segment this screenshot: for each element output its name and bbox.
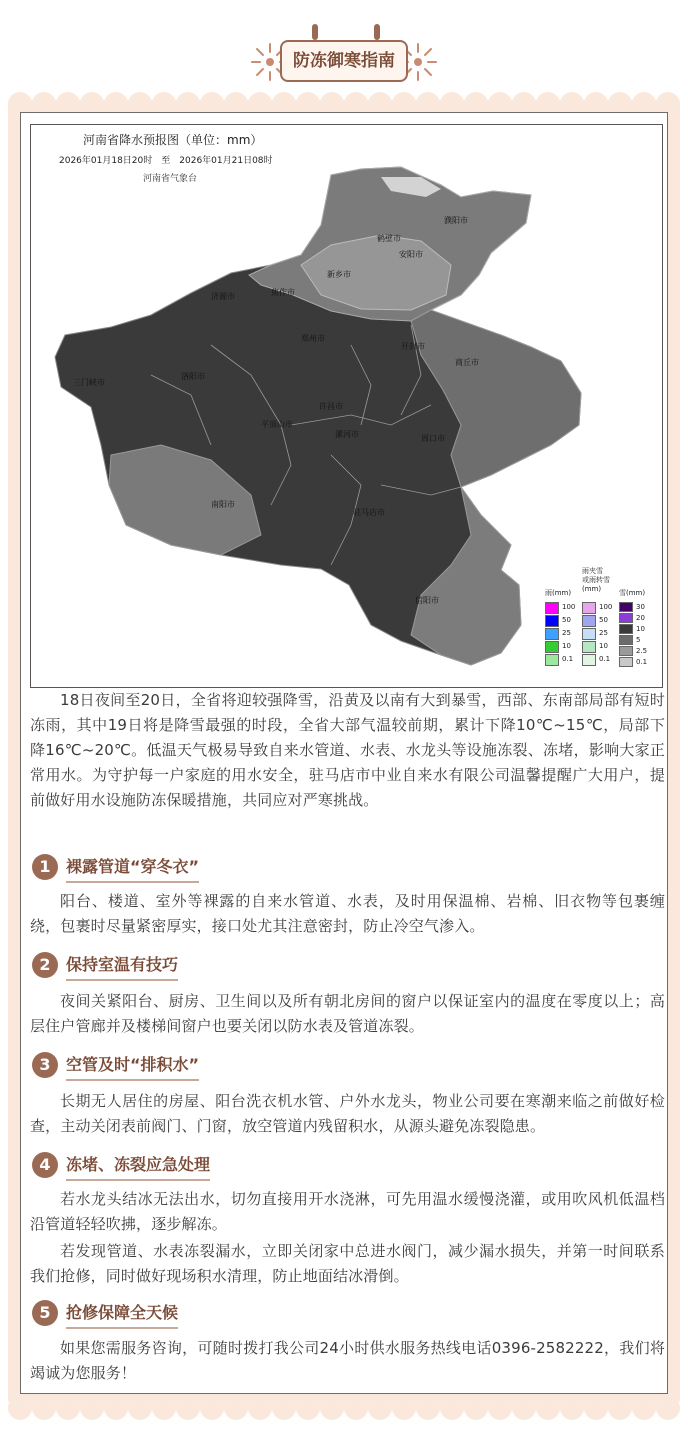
- legend-swatch-rain: [545, 602, 559, 614]
- header-banner: [0, 0, 688, 100]
- legend-label-sleet: 10: [599, 642, 608, 650]
- legend-swatch-sleet: [582, 654, 596, 666]
- city-label: 周口市: [421, 434, 445, 443]
- city-label: 商丘市: [455, 358, 479, 367]
- section-title: 保持室温有技巧: [66, 952, 178, 981]
- legend-swatch-snow: [619, 624, 633, 634]
- legend-swatch-rain: [545, 654, 559, 666]
- legend-label-sleet: 100: [599, 603, 613, 611]
- section-number: 5: [32, 1300, 58, 1326]
- city-label: 济源市: [211, 292, 235, 301]
- section-paragraph: 长期无人居住的房屋、阳台洗衣机水管、户外水龙头，物业公司要在寒潮来临之前做好检查，主动关闭表前阀门、门窗，放空管道内残留积水，从源头避免冻裂隐患。: [30, 1092, 665, 1135]
- city-label: 开封市: [401, 342, 425, 351]
- legend-swatch-sleet: [582, 615, 596, 627]
- section-paragraph: 如果您需服务咨询，可随时拨打我公司24小时供水服务热线电话0396-2582222，我们将竭诚为您服务！: [30, 1339, 665, 1382]
- legend-label-snow: 30: [636, 603, 645, 611]
- legend-label-rain: 25: [562, 629, 571, 637]
- legend-label-rain: 0.1: [562, 655, 574, 663]
- city-label: 鹤壁市: [377, 234, 401, 243]
- scallop-border-bottom: [8, 1396, 680, 1426]
- city-label: 安阳市: [399, 250, 423, 259]
- section-number: 1: [32, 854, 58, 880]
- legend-label-sleet: 25: [599, 629, 608, 637]
- city-label: 焦作市: [271, 288, 295, 297]
- section-paragraph: 夜间关紧阳台、厨房、卫生间以及所有朝北房间的窗户以保证室内的温度在零度以上；高层住户管廊并及楼梯间窗户也要关闭以防水表及管道冻裂。: [30, 992, 665, 1035]
- legend-snow-header: 雪(mm): [619, 589, 646, 597]
- hanger-pin-left: [312, 24, 318, 40]
- page-title: 防冻御寒指南: [280, 40, 408, 82]
- section-number: 4: [32, 1152, 58, 1178]
- legend-label-sleet: 0.1: [599, 655, 611, 663]
- city-label: 南阳市: [211, 500, 235, 509]
- section-paragraph: 若水龙头结冰无法出水，切勿直接用开水浇淋，可先用温水缓慢浇灌，或用吹风机低温档沿管道轻轻吹拂，逐步解冻。: [30, 1190, 665, 1233]
- city-label: 平顶山市: [261, 420, 293, 429]
- hanger-pin-right: [374, 24, 380, 40]
- legend-swatch-sleet: [582, 602, 596, 614]
- legend-swatch-rain: [545, 615, 559, 627]
- map-source: 河南省气象台: [143, 174, 198, 184]
- section-title: 裸露管道“穿冬衣”: [66, 854, 199, 883]
- section-title: 空管及时“排积水”: [66, 1052, 199, 1081]
- legend-label-snow: 0.1: [636, 658, 648, 666]
- legend-swatch-snow: [619, 657, 633, 667]
- legend-label-rain: 100: [562, 603, 576, 611]
- intro-paragraph: 18日夜间至20日，全省将迎较强降雪，沿黄及以南有大到暴雪，西部、东南部局部有短时冻雨，其中19日将是降雪最强的时段，全省大部气温较前期，累计下降10℃~15℃，局部下降16℃~20℃。低温天气极易导致自来水管道、水表、水龙头等设施冻裂、冻堵，影响大家正常用水。为守护每一户家庭的用水安全，驻马店市中业自来水有限公司温馨提醒广大用户，提前做好用水设施防冻保暖措施，共同应对严寒挑战。: [30, 691, 665, 809]
- section-paragraph: 阳台、楼道、室外等裸露的自来水管道、水表，及时用保温棉、岩棉、旧衣物等包裹缠绕，包裹时尽量紧密厚实，接口处尤其注意密封，防止冷空气渗入。: [30, 892, 665, 935]
- legend-sleet-header: 雨夹雪 或雨转雪 (mm): [582, 567, 610, 593]
- legend-swatch-snow: [619, 602, 633, 612]
- legend-swatch-sleet: [582, 628, 596, 640]
- city-label: 许昌市: [319, 402, 343, 411]
- map-date-range: 2026年01月18日20时 至 2026年01月21日08时: [59, 156, 273, 166]
- city-label: 郑州市: [301, 334, 325, 343]
- legend-swatch-sleet: [582, 641, 596, 653]
- city-label: 濮阳市: [444, 216, 468, 225]
- legend-swatch-snow: [619, 646, 633, 656]
- section-number: 3: [32, 1052, 58, 1078]
- section-title: 冻堵、冻裂应急处理: [66, 1152, 210, 1181]
- legend-swatch-rain: [545, 641, 559, 653]
- legend-swatch-snow: [619, 635, 633, 645]
- precipitation-map: [30, 124, 663, 688]
- city-label: 信阳市: [415, 596, 439, 605]
- legend-label-sleet: 50: [599, 616, 608, 624]
- legend-rain-header: 雨(mm): [545, 589, 572, 597]
- legend-label-rain: 50: [562, 616, 571, 624]
- section-number: 2: [32, 952, 58, 978]
- legend-swatch-snow: [619, 613, 633, 623]
- legend-label-snow: 5: [636, 636, 641, 644]
- legend-label-snow: 10: [636, 625, 645, 633]
- section-paragraph: 若发现管道、水表冻裂漏水，立即关闭家中总进水阀门，减少漏水损失，并第一时间联系我们抢修，同时做好现场积水清理，防止地面结冰滑倒。: [30, 1242, 665, 1285]
- legend-label-rain: 10: [562, 642, 571, 650]
- city-label: 洛阳市: [181, 372, 205, 381]
- legend-label-snow: 20: [636, 614, 645, 622]
- legend-swatch-rain: [545, 628, 559, 640]
- city-label: 新乡市: [327, 270, 351, 279]
- map-title: 河南省降水预报图（单位：mm）: [83, 133, 263, 147]
- section-title: 抢修保障全天候: [66, 1300, 178, 1329]
- legend-label-snow: 2.5: [636, 647, 648, 655]
- city-label: 驻马店市: [353, 508, 385, 517]
- city-label: 三门峡市: [73, 378, 105, 387]
- city-label: 漯河市: [335, 430, 359, 439]
